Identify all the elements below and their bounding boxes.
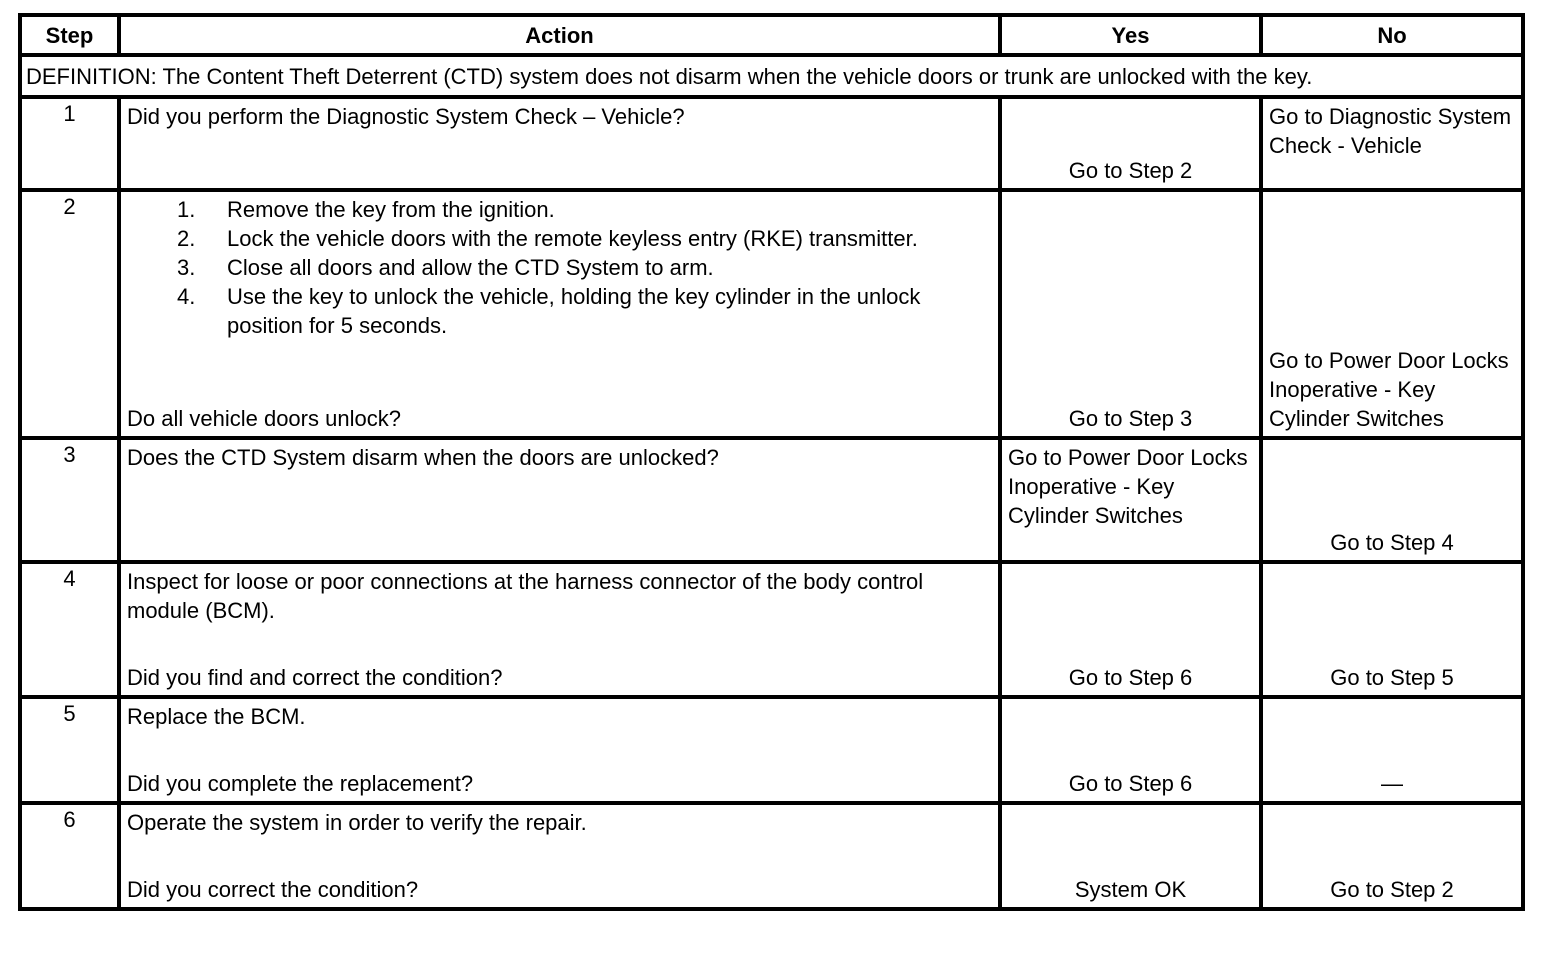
yes-result: Go to Power Door Locks Inoperative - Key Cylinder Switches <box>1008 445 1248 528</box>
list-item: 4. Use the key to unlock the vehicle, holding the key cylinder in the unlock position for 5 seconds. <box>177 284 921 338</box>
header-row <box>20 15 1523 55</box>
list-item: 1. Remove the key from the ignition. <box>177 197 555 222</box>
yes-result: Go to Step 2 <box>1068 158 1193 183</box>
yes-cell <box>1000 438 1261 562</box>
table-row <box>20 438 1523 562</box>
yes-cell <box>1000 697 1261 803</box>
no-cell <box>1261 97 1523 190</box>
no-cell <box>1261 190 1523 438</box>
yes-result: System OK <box>1074 877 1187 902</box>
table-row <box>20 697 1523 803</box>
procedure-list <box>127 195 992 340</box>
header-no: No <box>1261 15 1523 55</box>
definition-text: DEFINITION: The Content Theft Deterrent (CTD) system does not disarm when the vehicle doors or trunk are unlocked with the key. <box>20 55 1523 97</box>
header-yes: Yes <box>1000 15 1261 55</box>
no-result: — <box>1381 771 1403 796</box>
action-cell <box>119 803 1000 909</box>
action-text: Replace the BCM. <box>127 704 306 729</box>
step-number: 6 <box>20 803 119 909</box>
action-cell <box>119 697 1000 803</box>
table-row <box>20 803 1523 909</box>
no-result: Go to Step 4 <box>1330 530 1454 555</box>
step-number: 4 <box>20 562 119 697</box>
no-cell <box>1261 803 1523 909</box>
action-question: Did you find and correct the condition? <box>127 665 503 690</box>
table-row <box>20 562 1523 697</box>
action-cell <box>119 97 1000 190</box>
action-text: Did you perform the Diagnostic System Check – Vehicle? <box>127 104 685 129</box>
no-result: Go to Step 5 <box>1330 665 1454 690</box>
definition-row <box>20 55 1523 97</box>
action-cell <box>119 562 1000 697</box>
yes-cell <box>1000 803 1261 909</box>
yes-result: Go to Step 6 <box>1068 771 1193 796</box>
table-row <box>20 97 1523 190</box>
no-cell <box>1261 697 1523 803</box>
action-text: Does the CTD System disarm when the doors are unlocked? <box>127 445 719 470</box>
step-number: 2 <box>20 190 119 438</box>
action-question: Did you complete the replacement? <box>127 771 474 796</box>
no-result: Go to Power Door Locks Inoperative - Key Cylinder Switches <box>1269 348 1509 431</box>
header-step: Step <box>20 15 119 55</box>
yes-result: Go to Step 3 <box>1068 406 1193 431</box>
list-item: 2. Lock the vehicle doors with the remote keyless entry (RKE) transmitter. <box>177 226 918 251</box>
step-number: 3 <box>20 438 119 562</box>
yes-cell <box>1000 97 1261 190</box>
list-item: 3. Close all doors and allow the CTD System to arm. <box>177 255 714 280</box>
action-question: Did you correct the condition? <box>127 877 419 902</box>
diagnostic-table <box>18 13 1525 911</box>
step-number: 5 <box>20 697 119 803</box>
action-text: Operate the system in order to verify the repair. <box>127 810 587 835</box>
table-row <box>20 190 1523 438</box>
action-question: Do all vehicle doors unlock? <box>127 406 401 431</box>
step-number: 1 <box>20 97 119 190</box>
action-cell <box>119 190 1000 438</box>
no-cell <box>1261 438 1523 562</box>
yes-cell <box>1000 190 1261 438</box>
yes-cell <box>1000 562 1261 697</box>
action-text: Inspect for loose or poor connections at the harness connector of the body control module (BCM). <box>127 569 924 623</box>
yes-result: Go to Step 6 <box>1068 665 1193 690</box>
header-action: Action <box>119 15 1000 55</box>
no-result: Go to Diagnostic System Check - Vehicle <box>1269 104 1512 158</box>
action-cell <box>119 438 1000 562</box>
no-cell <box>1261 562 1523 697</box>
no-result: Go to Step 2 <box>1330 877 1454 902</box>
